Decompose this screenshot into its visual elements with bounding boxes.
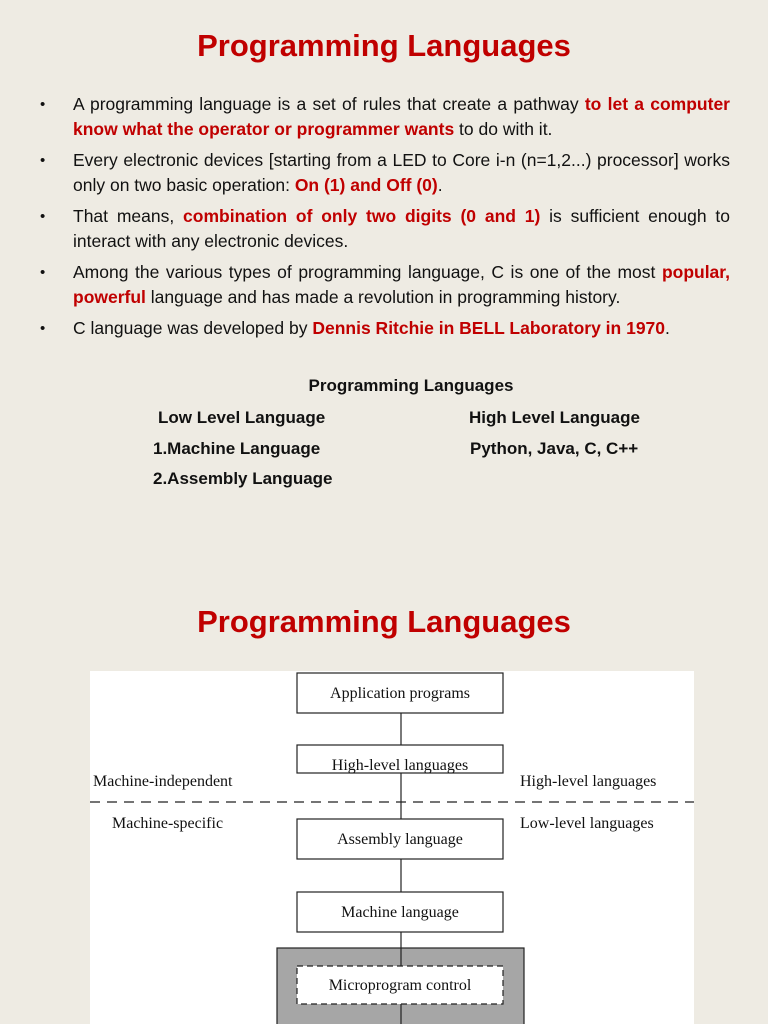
bullet-item — [40, 316, 730, 341]
bullet-text: to do with it. — [454, 119, 553, 139]
box-label: Machine language — [341, 904, 459, 921]
bullet-text: C language was developed by — [73, 318, 313, 338]
bullet-text: That means, — [73, 206, 184, 226]
bullet-list — [40, 92, 730, 347]
machine-specific-label: Machine-specific — [112, 815, 224, 832]
classification-heading: Programming Languages — [308, 376, 514, 395]
bullet-highlight: combination of only two digits (0 and 1) — [183, 206, 541, 226]
bullet-text: Every electronic devices [starting from a LED to Core i-n (n=1,2...) processor] works only on two basic operation: — [73, 150, 730, 195]
bullet-text: A programming language is a set of rules that create a pathway — [73, 94, 585, 114]
box-label: High-level languages — [331, 757, 469, 774]
language-hierarchy-diagram — [90, 671, 694, 1024]
box-label: Application programs — [330, 685, 470, 702]
bullet-highlight: Dennis Ritchie in BELL Laboratory in 1970 — [312, 318, 666, 338]
bullet-text: . — [665, 318, 670, 338]
bullet-highlight: On (1) and Off (0) — [294, 175, 438, 195]
bullet-item — [40, 148, 730, 198]
machine-independent-label: Machine-independent — [93, 773, 233, 790]
low-level-item: 2.Assembly Language — [153, 469, 333, 488]
slide1-title: Programming Languages — [197, 28, 571, 63]
box-label: Assembly language — [337, 831, 463, 848]
bullet-highlight: to let a computer know what the operator or programmer wants — [73, 94, 730, 139]
bullet-highlight: popular, powerful — [73, 262, 730, 307]
slide2-title: Programming Languages — [197, 604, 571, 639]
bullet-text: Among the various types of programming language, C is one of the most — [73, 262, 662, 282]
low-level-languages-label: Low-level languages — [520, 815, 654, 832]
high-level-languages-label: High-level languages — [520, 773, 657, 790]
high-level-item: Python, Java, C, C++ — [470, 439, 639, 458]
box-label: Microprogram control — [328, 977, 472, 994]
low-level-heading: Low Level Language — [158, 408, 326, 427]
bullet-item — [40, 204, 730, 254]
bullet-item — [40, 92, 730, 142]
bullet-item — [40, 260, 730, 310]
high-level-heading: High Level Language — [469, 408, 640, 427]
low-level-item: 1.Machine Language — [153, 439, 321, 458]
bullet-text: is sufficient enough to interact with any electronic devices. — [73, 206, 730, 251]
bullet-text: language and has made a revolution in programming history. — [145, 287, 621, 307]
bullet-text: . — [437, 175, 443, 195]
